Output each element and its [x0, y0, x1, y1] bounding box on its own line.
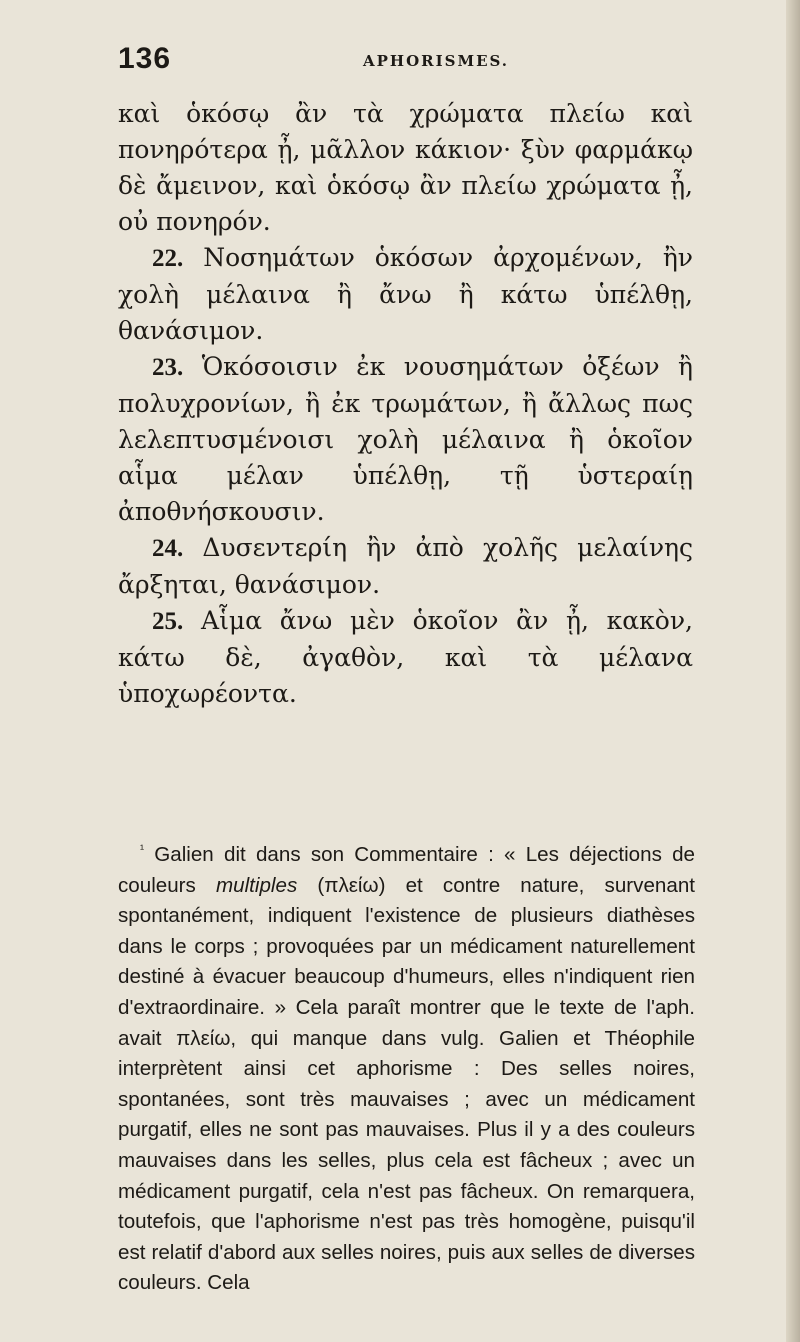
aphorism-text: Ὁκόσοισιν ἐκ νουσημάτων ὀξέων ἢ πολυχρονίων, ἢ ἐκ τρωμάτων, ἢ ἄλλως πως λελεπτυσμένοισι χολὴ μέλαινα ἢ ὁκοῖον αἷμα μέλαν ὑπέλθῃ, τῇ ὑστεραίῃ ἀποθνήσκουσιν. [118, 352, 693, 526]
footnote [118, 840, 695, 1299]
footnote-marker: ¹ [140, 842, 144, 857]
aphorism-number: 22. [152, 245, 184, 272]
aphorism-23 [118, 349, 693, 530]
footnote-text-rest: (πλείω) et contre nature, survenant spontanément, indiquent l'existence de plusieurs diathèses dans le corps ; provoquées par un médicament naturellement destiné à évacuer beaucoup d'humeurs, elles n'indiquent rien d'extraordinaire. » Cela paraît montrer que le texte de l'aph. avait πλείω, qui manque dans vulg. Galien et Théophile interprètent ainsi cet aphorisme : Des selles noires, spontanées, sont très mauvaises ; avec un médicament purgatif, elles ne sont pas mauvaises. Plus il y a des couleurs mauvaises dans les selles, plus cela est fâcheux ; avec un médicament purgatif, cela n'est pas fâcheux. On remarquera, toutefois, que l'aphorisme n'est pas très homogène, puisqu'il est relatif d'abord aux selles noires, puis aux selles de diverses couleurs. Cela [118, 873, 695, 1295]
running-title: APHORISMES. [363, 52, 510, 70]
aphorism-number: 23. [152, 354, 184, 381]
aphorism-continuation: καὶ ὁκόσῳ ἂν τὰ χρώματα πλείω καὶ πονηρότερα ᾖ, μᾶλλον κάκιον· ξὺν φαρμάκῳ δὲ ἄμεινον, καὶ ὁκόσῳ ἂν πλείω χρώματα ᾖ, οὐ πονηρόν. [118, 99, 693, 236]
aphorism-22 [118, 240, 693, 349]
footnote-emphasis: multiples [215, 873, 298, 897]
page-number: 136 [118, 42, 172, 75]
greek-text-block [118, 96, 693, 712]
aphorism-text: Αἷμα ἄνω μὲν ὁκοῖον ἂν ᾖ, κακὸν, κάτω δὲ, ἀγαθὸν, καὶ τὰ μέλανα ὑποχωρέοντα. [118, 606, 693, 708]
page-edge [786, 0, 800, 1342]
aphorism-number: 24. [152, 535, 184, 562]
aphorism-text: Δυσεντερίη ἢν ἀπὸ χολῆς μελαίνης ἄρξηται, θανάσιμον. [118, 533, 693, 599]
footnote-paragraph [118, 840, 695, 1299]
aphorism-text: Νοσημάτων ὁκόσων ἀρχομένων, ἢν χολὴ μέλαινα ἢ ἄνω ἢ κάτω ὑπέλθῃ, θανάσιμον. [118, 243, 693, 345]
aphorism-24 [118, 530, 693, 603]
aphorism-25 [118, 603, 693, 712]
page-header [118, 42, 678, 82]
footnote-text-start: Galien dit dans son Commentaire : « Les déjections de couleurs [118, 843, 695, 897]
aphorism-number: 25. [152, 608, 184, 635]
